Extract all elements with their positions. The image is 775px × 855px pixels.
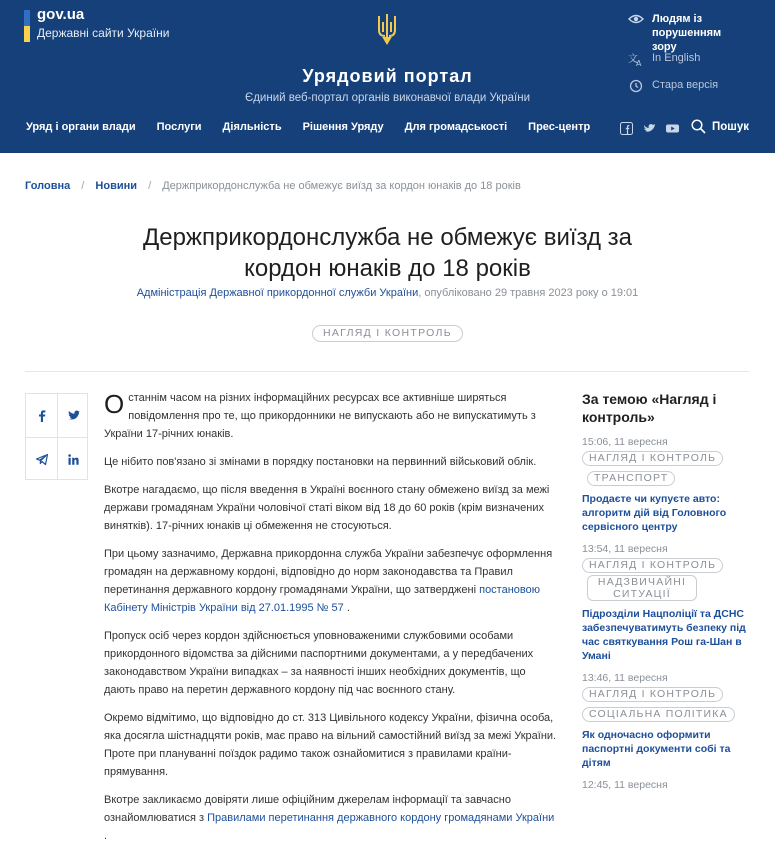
article-paragraph: Окремо відмітимо, що відповідно до ст. 313 Цивільного кодексу України, фізична особа, яка досягла шістнадцяти років, має право на вільний самостійний виїзд за межі України. Проте при плануванні поїздок радимо також ознайомитися з правилами країни-прямування. [104,712,557,778]
english-label: In English [652,52,701,64]
history-icon [628,79,644,93]
facebook-icon [37,410,47,422]
resolution-link[interactable]: постановою Кабінету Міністрів України від 27.01.1995 № 57 [104,584,540,614]
share-panel [25,393,88,480]
govua-label: gov.ua [37,6,85,23]
nav-item-press[interactable]: Прес-центр [528,121,591,133]
related-time: 13:46, 11 вересня [582,672,668,684]
portal-subtitle: Єдиний веб-портал органів виконавчої влади України [244,92,531,104]
sidebar-heading: За темою «Нагляд і контроль» [582,391,717,425]
related-link[interactable]: Як одночасно оформити паспортні документи собі та дітям [582,729,731,769]
article-paragraph: При цьому зазначимо, Державна прикордонна служба України забезпечує оформлення громадян на державному кордоні, відповідно до норм законодавства та Правил перетинання державного кордону громадянами України, що затверджені постановою Кабінету Міністрів України від 27.01.1995 № 57 . [104,548,553,614]
related-tag[interactable]: НАГЛЯД І КОНТРОЛЬ [582,558,723,573]
portal-title: Урядовий портал [302,66,473,86]
related-time: 12:45, 11 вересня [582,779,668,791]
related-tag[interactable]: НАГЛЯД І КОНТРОЛЬ [582,687,723,702]
ukraine-flag-icon [24,10,30,42]
related-time: 13:54, 11 вересня [582,543,668,555]
related-tag[interactable]: ТРАНСПОРТ [587,471,675,486]
rules-link[interactable]: Правилами перетинання державного кордону громадянами України [207,812,555,824]
related-tag[interactable]: НАГЛЯД І КОНТРОЛЬ [582,451,723,466]
article-meta [130,286,645,300]
old-version-label: Стара версія [652,79,719,91]
share-twitter-button[interactable] [58,394,89,437]
telegram-icon [36,454,48,465]
article-paragraph: Вкотре закликаємо довіряти лише офіційним джерелам інформації та завчасно ознайомлюватися з Правилами перетинання державного кордону громадянами України . [104,794,555,842]
youtube-icon[interactable] [666,122,679,135]
share-linkedin-button[interactable] [58,438,89,481]
facebook-icon[interactable] [620,122,633,135]
share-telegram-button[interactable] [26,438,57,481]
related-sidebar [582,390,752,791]
related-link[interactable]: Підрозділи Нацполіції та ДСНС забезпечуватимуть безпеку під час святкування Рош га-Шан в Умані [582,608,746,662]
search-button[interactable] [691,119,749,134]
translate-icon [628,52,644,66]
share-facebook-button[interactable] [26,394,57,437]
related-item [582,436,752,534]
breadcrumb-separator: / [81,180,85,192]
related-tag[interactable]: НАДЗВИЧАЙНІ СИТУАЦІЇ [587,575,697,601]
svg-text:文: 文 [628,54,638,65]
article-paragraph: Це нібито пов'язано зі змінами в порядку постановки на первинний військовий облік. [104,456,537,468]
article-paragraph: Вкотре нагадаємо, що після введення в Україні воєнного стану обмежено виїзд за межі держави громадянам України чоловічої статі віком від 18 до 60 років (крім визначених винятків). 17-річних юнаків ці обмеження не стосуються. [104,484,550,532]
nav-item-services[interactable]: Послуги [156,121,202,133]
govua-sublabel: Державні сайти України [37,26,170,40]
twitter-icon[interactable] [643,122,656,135]
article-paragraph: Останнім часом на різних інформаційних ресурсах все активніше ширяться повідомлення про те, що прикордонники не випускають або не випускатимуть з України 17-річних юнаків. [104,389,536,440]
main-nav [26,121,611,133]
related-tag[interactable]: СОЦІАЛЬНА ПОЛІТИКА [582,707,735,722]
social-links [620,122,679,135]
breadcrumb-separator: / [148,180,152,192]
breadcrumb-home[interactable]: Головна [25,180,71,192]
eye-icon [628,12,644,26]
article-author-link[interactable]: Адміністрація Державної прикордонної служби України [136,287,419,299]
nav-item-decisions[interactable]: Рішення Уряду [302,121,384,133]
drop-cap: О [104,389,125,419]
related-item [582,779,752,791]
breadcrumb [25,180,521,192]
nav-item-government[interactable]: Уряд і органи влади [26,121,136,133]
related-link[interactable]: Продаєте чи купуєте авто: алгоритм дій від Головного сервісного центру [582,493,727,533]
site-header [0,0,775,153]
breadcrumb-current: Держприкордонслужба не обмежує виїзд за кордон юнаків до 18 років [162,180,521,192]
article-body [104,389,559,855]
breadcrumb-news[interactable]: Новини [95,180,138,192]
article-title: Держприкордонслужба не обмежує виїзд за кордон юнаків до 18 років [142,224,633,282]
nav-item-activity[interactable]: Діяльність [222,121,282,133]
article-paragraph: Пропуск осіб через кордон здійснюється уповноваженими службовими особами прикордонного відомства за дійсними паспортними документами, а у передбачених законодавством України випадках – за наявності інших необхідних документів, що дають право на перетин державного кордону під час воєнного стану. [104,630,534,696]
search-icon [691,119,706,134]
article-tag[interactable]: НАГЛЯД І КОНТРОЛЬ [312,325,463,342]
visually-impaired-label: Людям із порушенням зору [652,13,722,53]
divider [25,371,749,372]
linkedin-icon [68,454,79,465]
twitter-icon [68,410,80,421]
article-published: , опубліковано 29 травня 2023 року о 19:01 [418,287,639,299]
related-time: 15:06, 11 вересня [582,436,668,448]
related-item [582,672,752,770]
nav-item-public[interactable]: Для громадськості [404,121,508,133]
related-item [582,543,752,663]
svg-text:A: A [636,59,642,68]
search-label: Пошук [712,120,750,133]
trident-logo-icon[interactable] [376,12,398,44]
